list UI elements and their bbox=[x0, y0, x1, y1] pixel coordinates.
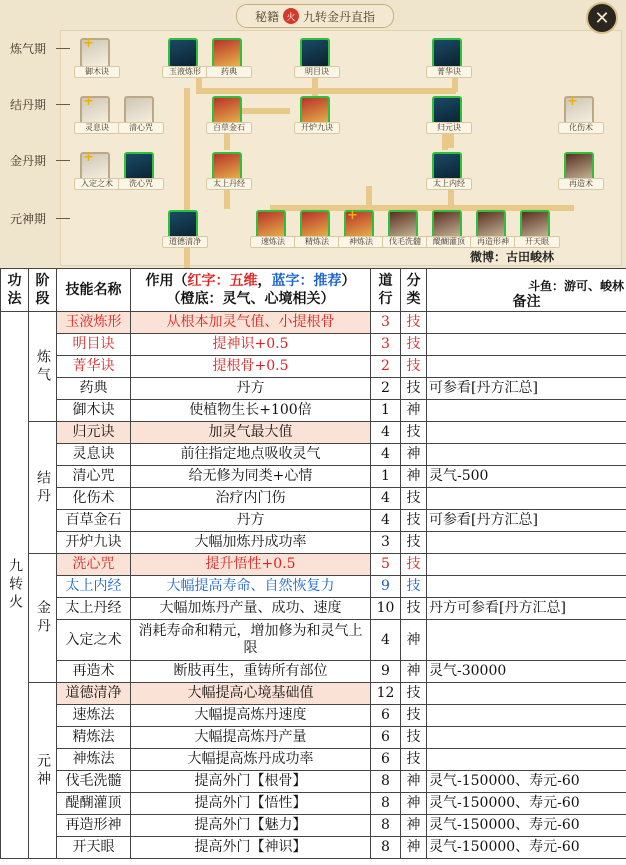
skill-effect-cell: 大幅提高炼丹产量 bbox=[131, 727, 371, 749]
table-row bbox=[1, 422, 626, 444]
daoxing-cell: 9 bbox=[371, 576, 401, 598]
note-cell bbox=[427, 683, 626, 705]
fire-badge-icon: 火 bbox=[283, 8, 299, 24]
daoxing-cell: 2 bbox=[371, 378, 401, 400]
stage-cell: 炼气 bbox=[29, 312, 57, 422]
skill-effect-cell: 大幅提高炼丹速度 bbox=[131, 705, 371, 727]
node-label: 伐毛洗髓 bbox=[382, 236, 428, 248]
fenlei-cell: 技 bbox=[401, 749, 427, 771]
table-row bbox=[1, 793, 626, 815]
daoxing-cell: 12 bbox=[371, 683, 401, 705]
skill-effect-cell: 提根骨+0.5 bbox=[131, 356, 371, 378]
daoxing-cell: 1 bbox=[371, 400, 401, 422]
skill-effect-cell: 提升悟性+0.5 bbox=[131, 554, 371, 576]
daoxing-cell: 8 bbox=[371, 815, 401, 837]
note-cell: 灵气-150000、寿元-60 bbox=[427, 771, 626, 793]
header-gongfa: 功法 bbox=[1, 269, 29, 312]
skill-effect-cell: 治疗内门伤 bbox=[131, 488, 371, 510]
node-label: 明目诀 bbox=[294, 66, 340, 78]
skill-name-cell: 太上丹经 bbox=[57, 598, 131, 620]
header-effect-suffix: ） bbox=[341, 273, 356, 289]
skill-effect-cell: 使植物生长+100倍 bbox=[131, 400, 371, 422]
skill-name-cell: 速炼法 bbox=[57, 705, 131, 727]
table-row bbox=[1, 837, 626, 859]
header-effect-prefix: 作用（ bbox=[145, 273, 188, 289]
header-name: 技能名称 bbox=[57, 269, 131, 312]
daoxing-cell: 1 bbox=[371, 466, 401, 488]
fenlei-cell: 神 bbox=[401, 466, 427, 488]
daoxing-cell: 3 bbox=[371, 334, 401, 356]
fenlei-cell: 技 bbox=[401, 532, 427, 554]
connector-line bbox=[366, 186, 372, 208]
stage-tag-jindan: 金丹期 bbox=[10, 152, 70, 168]
daoxing-cell: 6 bbox=[371, 727, 401, 749]
stage-tag-jiedan: 结丹期 bbox=[10, 96, 70, 112]
daoxing-cell: 6 bbox=[371, 749, 401, 771]
skill-effect-cell: 大幅提高心境基础值 bbox=[131, 683, 371, 705]
skill-node-yumu[interactable]: + bbox=[80, 38, 110, 68]
daoxing-cell: 3 bbox=[371, 312, 401, 334]
stage-cell: 元神 bbox=[29, 683, 57, 859]
skill-name-cell: 御木诀 bbox=[57, 400, 131, 422]
title-left: 秘籍 bbox=[254, 9, 279, 24]
node-label: 开天眼 bbox=[514, 236, 560, 248]
node-label: 道德清净 bbox=[162, 236, 208, 248]
skill-name-cell: 太上内经 bbox=[57, 576, 131, 598]
skill-node-lingxi[interactable]: + bbox=[80, 96, 110, 126]
header-jieduan: 阶段 bbox=[29, 269, 57, 312]
skill-name-cell: 入定之术 bbox=[57, 620, 131, 661]
skill-table bbox=[0, 268, 626, 859]
note-cell bbox=[427, 422, 626, 444]
note-cell: 灵气-150000、寿元-60 bbox=[427, 815, 626, 837]
fenlei-cell: 神 bbox=[401, 771, 427, 793]
skill-name-cell: 归元诀 bbox=[57, 422, 131, 444]
node-label: 清心咒 bbox=[118, 122, 164, 134]
daoxing-cell: 5 bbox=[371, 554, 401, 576]
table-row bbox=[1, 727, 626, 749]
skill-effect-cell: 加灵气最大值 bbox=[131, 422, 371, 444]
fenlei-cell: 技 bbox=[401, 683, 427, 705]
fenlei-cell: 神 bbox=[401, 837, 427, 859]
fenlei-cell: 神 bbox=[401, 793, 427, 815]
daoxing-cell: 8 bbox=[371, 771, 401, 793]
daoxing-cell: 4 bbox=[371, 444, 401, 466]
skill-name-cell: 伐毛洗髓 bbox=[57, 771, 131, 793]
table-row bbox=[1, 378, 626, 400]
node-label: 化伤术 bbox=[558, 122, 604, 134]
note-cell bbox=[427, 356, 626, 378]
skill-name-cell: 开天眼 bbox=[57, 837, 131, 859]
skill-effect-cell: 提高外门【魅力】 bbox=[131, 815, 371, 837]
close-button[interactable] bbox=[586, 2, 618, 34]
skill-name-cell: 神炼法 bbox=[57, 749, 131, 771]
skill-name-cell: 明目诀 bbox=[57, 334, 131, 356]
fenlei-cell: 技 bbox=[401, 576, 427, 598]
fenlei-cell: 技 bbox=[401, 488, 427, 510]
table-row bbox=[1, 356, 626, 378]
note-cell: 可参看[丹方汇总] bbox=[427, 378, 626, 400]
note-cell: 灵气-150000、寿元-60 bbox=[427, 837, 626, 859]
skill-name-cell: 精炼法 bbox=[57, 727, 131, 749]
node-label: 神炼法 bbox=[338, 236, 384, 248]
skill-name-cell: 洗心咒 bbox=[57, 554, 131, 576]
table-row bbox=[1, 705, 626, 727]
fenlei-cell: 神 bbox=[401, 620, 427, 661]
skill-node-shenlian[interactable]: + bbox=[344, 210, 374, 240]
table-row bbox=[1, 576, 626, 598]
skill-node-jinghua[interactable] bbox=[432, 38, 462, 68]
skill-name-cell: 再造术 bbox=[57, 661, 131, 683]
table-row bbox=[1, 312, 626, 334]
daoxing-cell: 6 bbox=[371, 705, 401, 727]
skill-effect-cell: 丹方 bbox=[131, 510, 371, 532]
table-row bbox=[1, 510, 626, 532]
skill-effect-cell: 提高外门【根骨】 bbox=[131, 771, 371, 793]
table-row bbox=[1, 532, 626, 554]
table-row bbox=[1, 620, 626, 661]
node-label: 归元诀 bbox=[426, 122, 472, 134]
stage-cell: 金丹 bbox=[29, 554, 57, 683]
connector-line bbox=[196, 88, 456, 94]
header-effect-line2: （橙底：灵气、心境相关） bbox=[166, 291, 335, 307]
fenlei-cell: 神 bbox=[401, 444, 427, 466]
table-header-row bbox=[1, 269, 626, 312]
table-row bbox=[1, 598, 626, 620]
note-cell: 丹方可参看[丹方汇总] bbox=[427, 598, 626, 620]
node-label: 开炉九诀 bbox=[294, 122, 340, 134]
header-sep: ， bbox=[257, 273, 272, 289]
node-label: 御木诀 bbox=[74, 66, 120, 78]
fenlei-cell: 技 bbox=[401, 312, 427, 334]
skill-effect-cell: 提神识+0.5 bbox=[131, 334, 371, 356]
skill-node-mingmu[interactable] bbox=[300, 38, 330, 68]
table-row bbox=[1, 334, 626, 356]
note-cell: 灵气-150000、寿元-60 bbox=[427, 793, 626, 815]
skill-name-cell: 清心咒 bbox=[57, 466, 131, 488]
skill-name-cell: 菁华诀 bbox=[57, 356, 131, 378]
skill-name-cell: 道德清净 bbox=[57, 683, 131, 705]
daoxing-cell: 4 bbox=[371, 510, 401, 532]
skill-name-cell: 玉液炼形 bbox=[57, 312, 131, 334]
node-label: 玉液炼形 bbox=[162, 66, 208, 78]
fenlei-cell: 技 bbox=[401, 356, 427, 378]
stage-tag-yuanshen: 元神期 bbox=[10, 210, 70, 226]
note-cell: 灵气-30000 bbox=[427, 661, 626, 683]
table-row bbox=[1, 400, 626, 422]
skill-effect-cell: 丹方 bbox=[131, 378, 371, 400]
table-row bbox=[1, 444, 626, 466]
note-cell bbox=[427, 576, 626, 598]
table-row bbox=[1, 488, 626, 510]
node-label: 太上内经 bbox=[426, 178, 472, 190]
note-cell bbox=[427, 312, 626, 334]
daoxing-cell: 3 bbox=[371, 532, 401, 554]
fenlei-cell: 神 bbox=[401, 400, 427, 422]
skill-effect-cell: 大幅提高炼丹成功率 bbox=[131, 749, 371, 771]
fenlei-cell: 技 bbox=[401, 378, 427, 400]
skill-effect-cell: 提高外门【神识】 bbox=[131, 837, 371, 859]
note-cell bbox=[427, 620, 626, 661]
skill-name-cell: 灵息诀 bbox=[57, 444, 131, 466]
daoxing-cell: 9 bbox=[371, 661, 401, 683]
node-label: 醍醐灌顶 bbox=[426, 236, 472, 248]
skill-effect-cell: 提高外门【悟性】 bbox=[131, 793, 371, 815]
note-cell bbox=[427, 554, 626, 576]
header-effect-blue: 蓝字：推荐 bbox=[271, 273, 342, 289]
skill-effect-cell: 大幅提高寿命、自然恢复力 bbox=[131, 576, 371, 598]
header-daoxing: 道行 bbox=[371, 269, 401, 312]
gongfa-cell: 九转火 bbox=[1, 312, 29, 859]
table-body bbox=[1, 312, 626, 859]
skill-name-cell: 百草金石 bbox=[57, 510, 131, 532]
watermark-weibo: 微博：古田峻林 bbox=[470, 250, 555, 264]
table-row bbox=[1, 815, 626, 837]
table-row bbox=[1, 466, 626, 488]
skill-effect-cell: 给无修为同类+心情 bbox=[131, 466, 371, 488]
skill-name-cell: 醍醐灌顶 bbox=[57, 793, 131, 815]
table-row bbox=[1, 749, 626, 771]
node-label: 再造形神 bbox=[470, 236, 516, 248]
table-row bbox=[1, 771, 626, 793]
skill-name-cell: 开炉九诀 bbox=[57, 532, 131, 554]
table-row bbox=[1, 683, 626, 705]
node-label: 精炼法 bbox=[294, 236, 340, 248]
fenlei-cell: 神 bbox=[401, 815, 427, 837]
note-cell bbox=[427, 705, 626, 727]
daoxing-cell: 8 bbox=[371, 837, 401, 859]
watermark-douyu: 斗鱼：游可、峻林 bbox=[527, 279, 624, 293]
header-note bbox=[427, 269, 626, 312]
skill-effect-cell: 大幅加炼丹成功率 bbox=[131, 532, 371, 554]
panel-title-tab[interactable] bbox=[236, 4, 394, 28]
node-label: 灵息诀 bbox=[74, 122, 120, 134]
skill-effect-cell: 消耗寿命和精元，增加修为和灵气上限 bbox=[131, 620, 371, 661]
fenlei-cell: 神 bbox=[401, 661, 427, 683]
fenlei-cell: 技 bbox=[401, 727, 427, 749]
skill-name-cell: 药典 bbox=[57, 378, 131, 400]
node-label: 速炼法 bbox=[250, 236, 296, 248]
node-label: 入定之术 bbox=[74, 178, 120, 190]
close-icon: ✕ bbox=[594, 7, 610, 29]
note-cell bbox=[427, 749, 626, 771]
note-cell bbox=[427, 334, 626, 356]
node-label: 百草金石 bbox=[206, 122, 252, 134]
skill-node-huashang[interactable]: + bbox=[564, 96, 594, 126]
note-cell: 灵气-500 bbox=[427, 466, 626, 488]
skill-effect-cell: 前往指定地点吸收灵气 bbox=[131, 444, 371, 466]
daoxing-cell: 4 bbox=[371, 422, 401, 444]
skill-node-ruding[interactable]: + bbox=[80, 152, 110, 182]
fenlei-cell: 技 bbox=[401, 334, 427, 356]
header-effect bbox=[131, 269, 371, 312]
stage-tag-lianqi: 炼气期 bbox=[10, 40, 70, 56]
skill-name-cell: 化伤术 bbox=[57, 488, 131, 510]
daoxing-cell: 4 bbox=[371, 488, 401, 510]
header-note-label: 备注 bbox=[512, 294, 541, 310]
table-row bbox=[1, 554, 626, 576]
skill-node-yuye[interactable] bbox=[168, 38, 198, 68]
fenlei-cell: 技 bbox=[401, 422, 427, 444]
skill-effect-cell: 从根本加灵气值、小提根骨 bbox=[131, 312, 371, 334]
title-right: 九转金丹直指 bbox=[303, 9, 376, 24]
fenlei-cell: 技 bbox=[401, 554, 427, 576]
note-cell: 可参看[丹方汇总] bbox=[427, 510, 626, 532]
node-label: 药典 bbox=[206, 66, 252, 78]
skill-tree-panel bbox=[0, 0, 626, 268]
skill-effect-cell: 大幅加炼丹产量、成功、速度 bbox=[131, 598, 371, 620]
node-label: 菁华诀 bbox=[426, 66, 472, 78]
header-fenlei: 分类 bbox=[401, 269, 427, 312]
skill-node-yaodian[interactable] bbox=[212, 38, 242, 68]
daoxing-cell: 10 bbox=[371, 598, 401, 620]
node-label: 再造术 bbox=[558, 178, 604, 190]
daoxing-cell: 2 bbox=[371, 356, 401, 378]
node-label: 洗心咒 bbox=[118, 178, 164, 190]
fenlei-cell: 技 bbox=[401, 705, 427, 727]
fenlei-cell: 技 bbox=[401, 598, 427, 620]
header-effect-red: 红字：五维 bbox=[187, 273, 258, 289]
skill-effect-cell: 断肢再生，重铸所有部位 bbox=[131, 661, 371, 683]
node-label: 太上丹经 bbox=[206, 178, 252, 190]
note-cell bbox=[427, 488, 626, 510]
note-cell bbox=[427, 400, 626, 422]
table-row bbox=[1, 661, 626, 683]
note-cell bbox=[427, 444, 626, 466]
note-cell bbox=[427, 727, 626, 749]
daoxing-cell: 4 bbox=[371, 620, 401, 661]
note-cell bbox=[427, 532, 626, 554]
skill-name-cell: 再造形神 bbox=[57, 815, 131, 837]
stage-cell: 结丹 bbox=[29, 422, 57, 554]
daoxing-cell: 8 bbox=[371, 793, 401, 815]
fenlei-cell: 技 bbox=[401, 510, 427, 532]
